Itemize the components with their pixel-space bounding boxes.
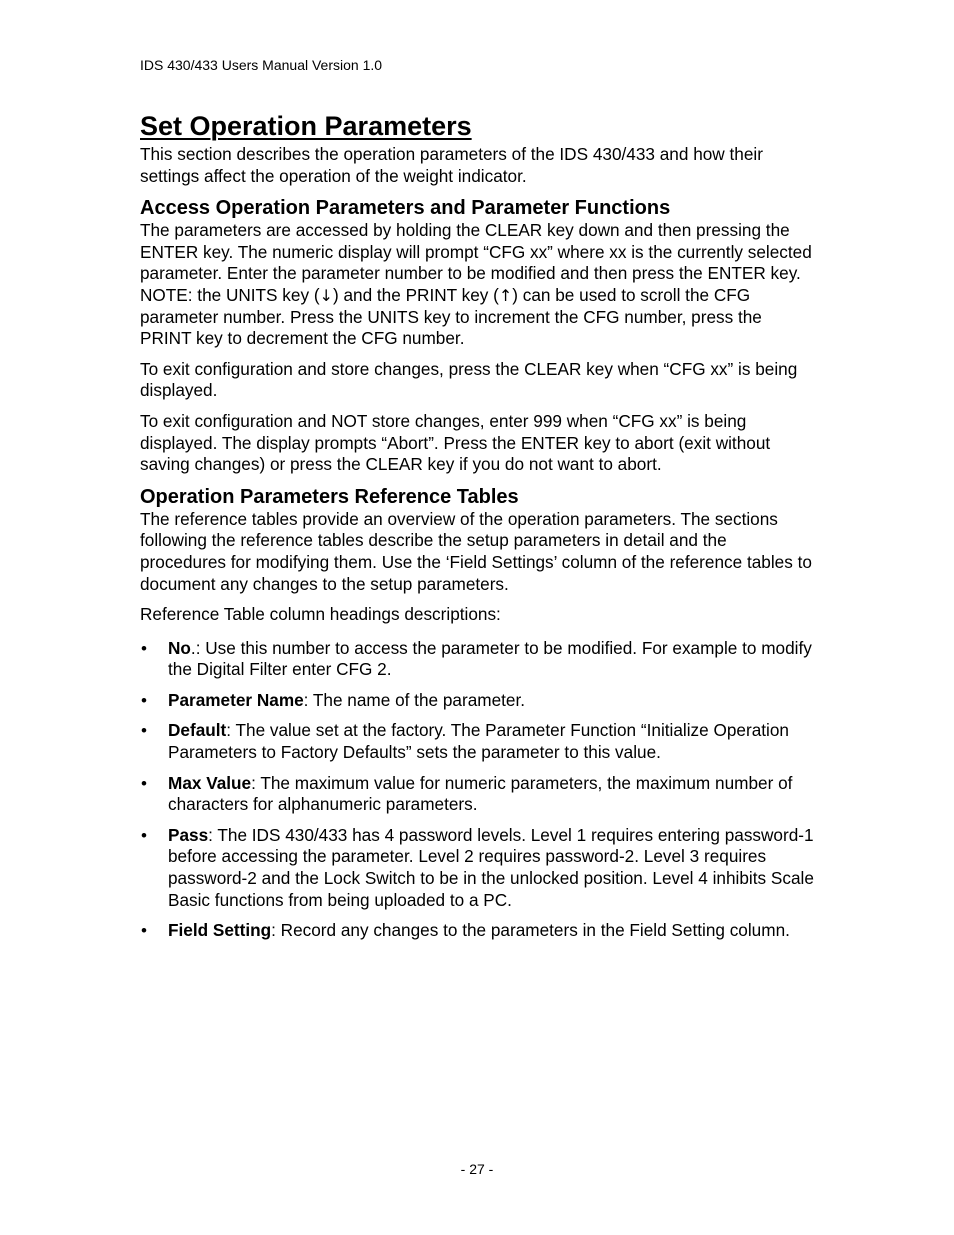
column-descriptions-list	[140, 638, 816, 942]
list-item	[140, 920, 816, 942]
bullet-icon: •	[141, 721, 147, 741]
down-arrow-icon: ↓	[319, 285, 333, 305]
intro-paragraph: This section describes the operation parameters of the IDS 430/433 and how their settings affect the operation of the weight indicator.	[140, 144, 763, 186]
page-title: Set Operation Parameters	[140, 111, 472, 141]
list-item-term: Parameter Name	[168, 689, 304, 710]
page-number: - 27 -	[460, 1161, 494, 1177]
bullet-icon: •	[141, 825, 147, 845]
list-item-term: Field Setting	[168, 920, 272, 941]
bullet-icon: •	[141, 921, 147, 941]
bullet-icon: •	[141, 638, 147, 658]
up-arrow-icon: ↑	[498, 285, 513, 305]
running-header: IDS 430/433 Users Manual Version 1.0	[140, 57, 383, 73]
page-content	[140, 108, 816, 951]
list-item-term: No	[168, 637, 191, 658]
reference-heading: Operation Parameters Reference Tables	[140, 485, 519, 508]
reference-paragraph-1: The reference tables provide an overview of the operation parameters. The sections following the reference tables describe the setup parameters in detail and the procedures for modifying them. Use the ‘Field Settings’ column of the reference tables to document any changes to the setup parameters.	[140, 508, 812, 594]
list-item-term: Default	[168, 720, 227, 741]
access-paragraph-3: To exit configuration and NOT store changes, enter 999 when “CFG xx” is being displayed. The display prompts “Abort”. Press the ENTER key to abort (exit without saving changes) or press the CLEAR key if you do not want to abort.	[140, 410, 771, 475]
list-item-text: : Record any changes to the parameters in the Field Setting column.	[271, 920, 790, 941]
bullet-icon: •	[141, 690, 147, 710]
access-heading: Access Operation Parameters and Parameter Functions	[140, 197, 671, 220]
bullet-icon: •	[141, 773, 147, 793]
list-item	[140, 690, 816, 712]
reference-paragraph-2: Reference Table column headings descriptions:	[140, 604, 501, 625]
list-item	[140, 773, 816, 816]
access-paragraph-1: The parameters are accessed by holding the CLEAR key down and then pressing the ENTER key. The numeric display will prompt “CFG xx” where xx is the currently selected parameter. Enter the parameter number to be modified and then press the ENTER key. NOTE: the UNITS key (↓) and the PRINT key (↑) can be used to scroll the CFG parameter number. Press the UNITS key to increment the CFG number, press the PRINT key to decrement the CFG number.	[140, 220, 812, 349]
list-item-term: Pass	[168, 824, 209, 845]
list-item	[140, 720, 816, 763]
access-paragraph-2: To exit configuration and store changes, press the CLEAR key when “CFG xx” is being displayed.	[140, 358, 798, 401]
list-item	[140, 638, 816, 681]
list-item	[140, 825, 816, 911]
list-item-text: : The maximum value for numeric parameters, the maximum number of characters for alphanumeric parameters.	[168, 772, 793, 815]
list-item-text: : The IDS 430/433 has 4 password levels. Level 1 requires entering password-1 before accessing the parameter. Level 2 requires password-2. Level 3 requires password-2 and the Lock Switch to be in the unlocked position. Level 4 inhibits Scale Basic functions from being uploaded to a PC.	[168, 824, 814, 910]
list-item-text: : The name of the parameter.	[303, 689, 526, 710]
list-item-text: .: Use this number to access the parameter to be modified. For example to modify the Digital Filter enter CFG 2.	[168, 637, 812, 680]
list-item-term: Max Value	[168, 772, 252, 793]
list-item-text: : The value set at the factory. The Parameter Function “Initialize Operation Parameters to Factory Defaults” sets the parameter to this value.	[168, 720, 789, 763]
